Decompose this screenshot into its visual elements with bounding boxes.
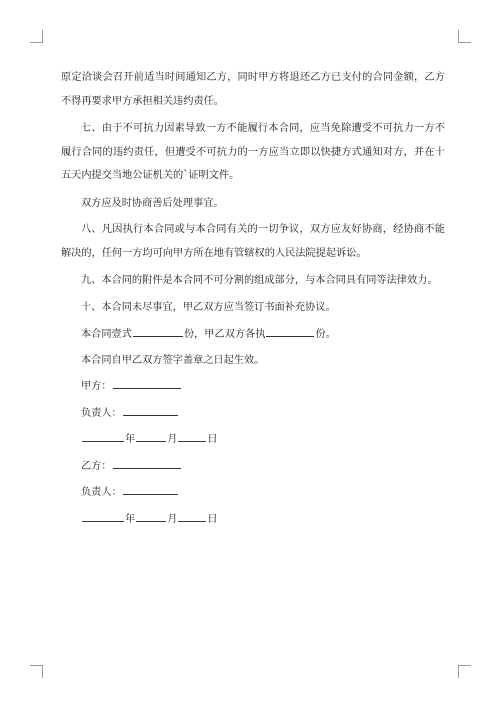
copies-each-blank[interactable]: [266, 325, 314, 337]
party-b-day-blank[interactable]: [178, 510, 206, 522]
copies-mid: 份，甲乙双方各执: [183, 329, 266, 340]
party-b-rep-blank[interactable]: [123, 483, 178, 495]
month-label: 月: [167, 434, 178, 445]
paragraph-continuation: 原定洽谈会召开前适当时间通知乙方，同时甲方将退还乙方已支付的合同金额，乙方不得再要求甲方承担相关违约责任。: [61, 72, 445, 107]
year-label: 年: [125, 434, 136, 445]
party-b-date-line: [61, 507, 445, 534]
party-b-label: 乙方：: [81, 460, 112, 472]
clause-ten: 十、本合同未尽事宜，甲乙双方应当签订书面补充协议。: [81, 301, 336, 313]
effective-clause: 本合同自甲乙双方签字盖章之日起生效。: [81, 355, 265, 366]
party-a-rep-label: 负责人：: [81, 407, 122, 419]
party-a-line: [61, 374, 445, 401]
crop-mark-bottom-left: [30, 665, 43, 678]
party-a-month-blank[interactable]: [136, 430, 166, 442]
party-b-rep-line: [61, 480, 445, 507]
party-a-label: 甲方：: [81, 381, 112, 392]
copies-suffix: 份。: [315, 329, 336, 340]
copies-total-blank[interactable]: [133, 325, 183, 337]
party-b-blank[interactable]: [113, 457, 181, 469]
crop-mark-bottom-right: [458, 665, 471, 678]
crop-mark-top-right: [458, 30, 471, 43]
clause-seven: 七、由于不可抗力因素导致一方不能履行本合同，应当免除遭受不可抗力一方不履行合同的违约责任，但遭受不可抗力的一方应当立即以快捷方式通知对方，并在十五天内提交当地公证机关的`证明文件。: [61, 123, 445, 181]
clause-eight: 八、凡因执行本合同或与本合同有关的一切争议，双方应友好协商，经协商不能解决的，任何一方均可向甲方所在地有管辖权的人民法院提起诉讼。: [61, 224, 445, 259]
document-body: [61, 66, 445, 533]
party-a-rep-blank[interactable]: [123, 404, 178, 416]
party-b-year-blank[interactable]: [82, 510, 124, 522]
party-a-rep-line: [61, 401, 445, 428]
party-b-rep-label: 负责人：: [81, 487, 122, 498]
clause-seven-followup: 双方应及时协商善后处理事宜。: [81, 197, 224, 209]
party-b-month-blank[interactable]: [136, 510, 166, 522]
party-a-date-line: [61, 427, 445, 454]
party-a-blank[interactable]: [113, 377, 181, 389]
party-b-line: [61, 454, 445, 481]
party-a-day-blank[interactable]: [178, 430, 206, 442]
copies-line: [61, 322, 445, 348]
crop-mark-top-left: [30, 30, 43, 43]
year-label: 年: [125, 513, 136, 525]
day-label: 日: [207, 434, 218, 445]
party-a-year-blank[interactable]: [82, 430, 124, 442]
month-label: 月: [167, 513, 178, 525]
clause-nine: 九、本合同的附件是本合同不可分割的组成部分，与本合同具有同等法律效力。: [81, 275, 438, 286]
day-label: 日: [207, 513, 218, 525]
copies-prefix: 本合同壹式: [81, 329, 132, 340]
